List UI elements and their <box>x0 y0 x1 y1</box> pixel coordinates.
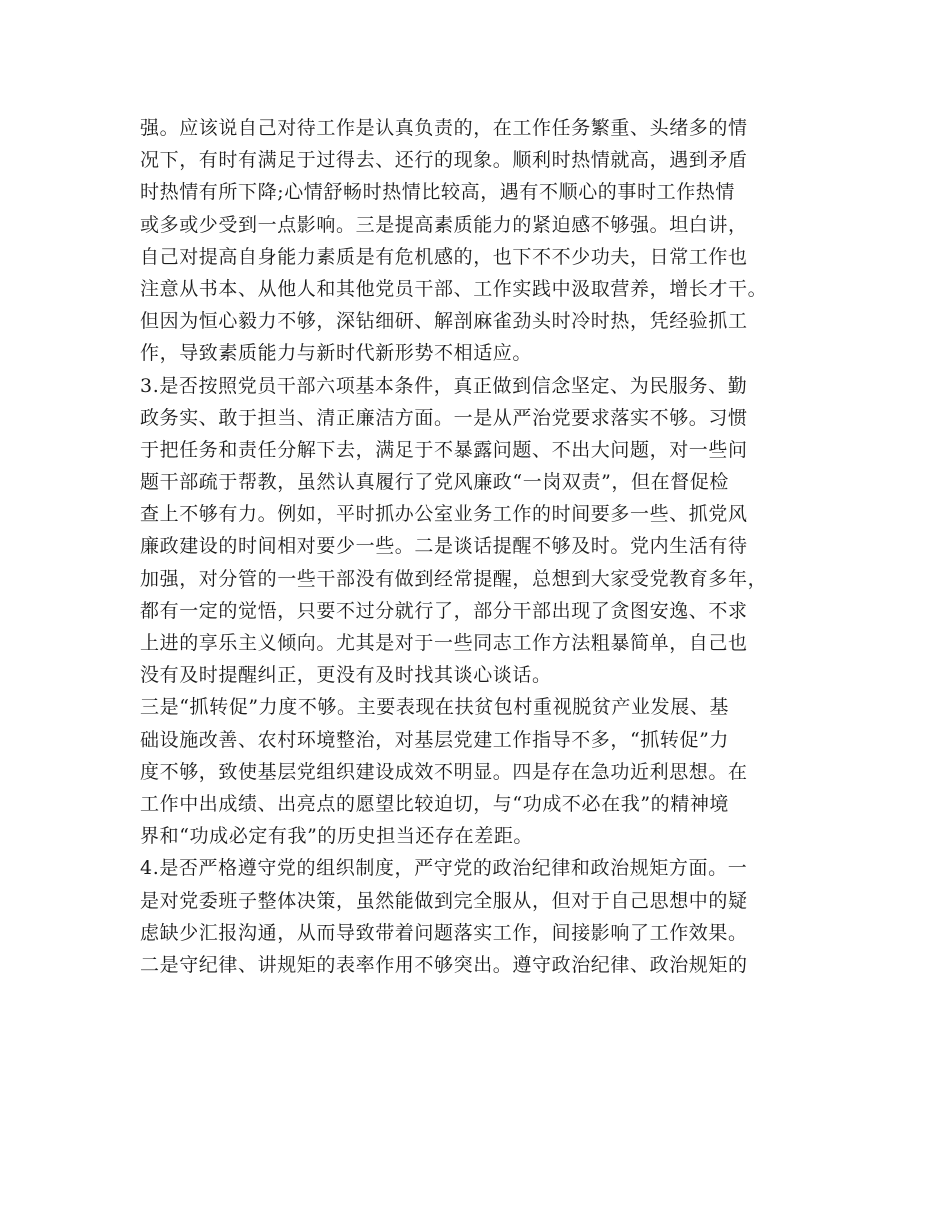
text-line: 3.是否按照党员干部六项基本条件，真正做到信念坚定、为民服务、勤 <box>140 374 748 397</box>
text-line: 加强，对分管的一些干部没有做到经常提醒，总想到大家受党教育多年， <box>140 567 768 590</box>
text-line: 政务实、敢于担当、清正廉洁方面。一是从严治党要求落实不够。习惯 <box>140 406 748 429</box>
text-line: 二是守纪律、讲规矩的表率作用不够突出。遵守政治纪律、政治规矩的 <box>140 953 748 976</box>
text-line: 作，导致素质能力与新时代新形势不相适应。 <box>140 342 533 365</box>
text-line: 4.是否严格遵守党的组织制度，严守党的政治纪律和政治规矩方面。一 <box>140 857 748 880</box>
text-line: 于把任务和责任分解下去，满足于不暴露问题、不出大问题，对一些问 <box>140 438 748 461</box>
text-line: 没有及时提醒纠正，更没有及时找其谈心谈话。 <box>140 664 552 687</box>
text-line: 或多或少受到一点影响。三是提高素质能力的紧迫感不够强。坦白讲， <box>140 213 748 236</box>
text-line: 查上不够有力。例如，平时抓办公室业务工作的时间要多一些、抓党风 <box>140 503 748 526</box>
text-line: 时热情有所下降;心情舒畅时热情比较高，遇有不顺心的事时工作热情 <box>140 181 736 204</box>
text-line: 自己对提高自身能力素质是有危机感的，也下不不少功夫，日常工作也 <box>140 245 748 268</box>
text-line: 廉政建设的时间相对要少一些。二是谈话提醒不够及时。党内生活有待 <box>140 535 748 558</box>
document-body <box>140 112 840 981</box>
text-line: 度不够，致使基层党组织建设成效不明显。四是存在急功近利思想。在 <box>140 760 748 783</box>
text-line: 况下，有时有满足于过得去、还行的现象。顺利时热情就高，遇到矛盾 <box>140 149 748 172</box>
text-line: 虑缺少汇报沟通，从而导致带着问题落实工作，间接影响了工作效果。 <box>140 921 748 944</box>
text-line: 注意从书本、从他人和其他党员干部、工作实践中汲取营养，增长才干。 <box>140 277 768 300</box>
text-line: 是对党委班子整体决策，虽然能做到完全服从，但对于自己思想中的疑 <box>140 889 748 912</box>
text-line: 题干部疏于帮教，虽然认真履行了党风廉政“一岗双责”，但在督促检 <box>140 471 730 494</box>
text-line: 强。应该说自己对待工作是认真负责的，在工作任务繁重、头绪多的情 <box>140 117 748 139</box>
text-line: 上进的享乐主义倾向。尤其是对于一些同志工作方法粗暴简单，自己也 <box>140 632 748 654</box>
text-line: 础设施改善、农村环境整治，对基层党建工作指导不多，“抓转促”力 <box>140 728 730 751</box>
text-line: 界和“功成必定有我”的历史担当还存在差距。 <box>140 825 534 848</box>
text-line: 都有一定的觉悟，只要不过分就行了，部分干部出现了贪图安逸、不求 <box>140 599 748 622</box>
text-line: 但因为恒心毅力不够，深钻细研、解剖麻雀劲头时冷时热，凭经验抓工 <box>140 310 748 333</box>
text-line: 三是“抓转促”力度不够。主要表现在扶贫包村重视脱贫产业发展、基 <box>140 696 730 719</box>
text-line: 工作中出成绩、出亮点的愿望比较迫切，与“功成不必在我”的精神境 <box>140 792 730 815</box>
